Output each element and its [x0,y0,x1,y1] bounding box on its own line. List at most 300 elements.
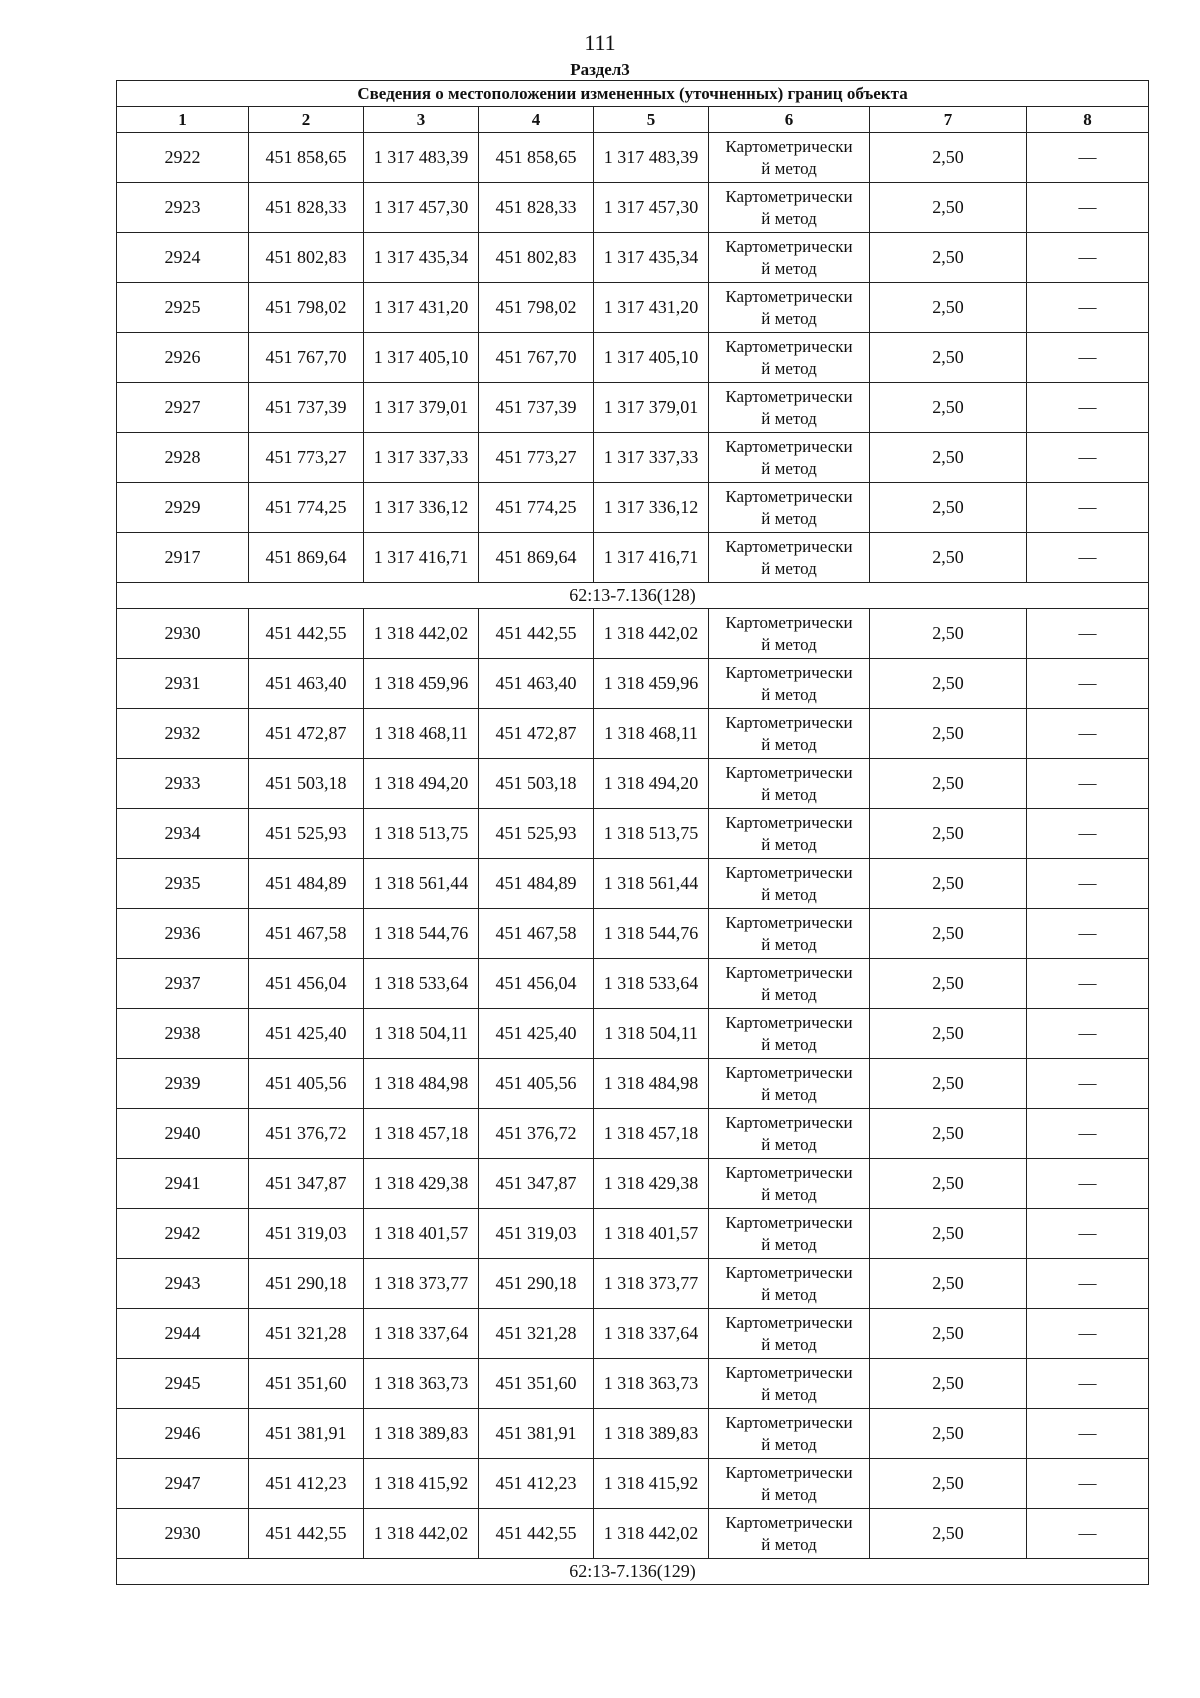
method-line: Картометрически [725,662,853,682]
table-row [117,1509,1149,1559]
x-new-cell: 451 442,55 [479,609,594,659]
method-line: Картометрически [725,436,853,456]
table-row [117,383,1149,433]
method-line: Картометрически [725,1262,853,1282]
y-new-cell: 1 318 373,77 [594,1259,709,1309]
column-number: 5 [594,107,709,133]
description-cell: — [1027,383,1149,433]
x-new-cell: 451 802,83 [479,233,594,283]
table-row [117,859,1149,909]
point-number-cell: 2922 [117,133,249,183]
point-number-cell: 2925 [117,283,249,333]
accuracy-cell: 2,50 [870,433,1027,483]
x-old-cell: 451 737,39 [249,383,364,433]
table-row [117,709,1149,759]
method-cell [709,1259,870,1309]
method-line: й метод [761,734,817,754]
y-new-cell: 1 318 484,98 [594,1059,709,1109]
description-cell: — [1027,909,1149,959]
method-line: й метод [761,934,817,954]
x-new-cell: 451 319,03 [479,1209,594,1259]
y-new-cell: 1 317 405,10 [594,333,709,383]
method-line: Картометрически [725,1312,853,1332]
method-cell [709,1509,870,1559]
accuracy-cell: 2,50 [870,1109,1027,1159]
method-line: Картометрически [725,862,853,882]
method-line: Картометрически [725,486,853,506]
point-number-cell: 2947 [117,1459,249,1509]
x-old-cell: 451 773,27 [249,433,364,483]
method-line: й метод [761,1484,817,1504]
x-new-cell: 451 858,65 [479,133,594,183]
method-line: Картометрически [725,912,853,932]
point-number-cell: 2928 [117,433,249,483]
y-new-cell: 1 318 457,18 [594,1109,709,1159]
description-cell: — [1027,609,1149,659]
method-cell [709,233,870,283]
method-cell [709,1409,870,1459]
y-old-cell: 1 318 389,83 [364,1409,479,1459]
method-line: Картометрически [725,1462,853,1482]
method-line: Картометрически [725,186,853,206]
y-old-cell: 1 318 504,11 [364,1009,479,1059]
point-number-cell: 2931 [117,659,249,709]
y-old-cell: 1 318 494,20 [364,759,479,809]
x-old-cell: 451 442,55 [249,609,364,659]
accuracy-cell: 2,50 [870,1059,1027,1109]
table-row [117,1459,1149,1509]
y-old-cell: 1 317 336,12 [364,483,479,533]
accuracy-cell: 2,50 [870,1259,1027,1309]
method-line: Картометрически [725,612,853,632]
description-cell: — [1027,1159,1149,1209]
method-line: й метод [761,984,817,1004]
method-cell [709,809,870,859]
point-number-cell: 2934 [117,809,249,859]
description-cell: — [1027,283,1149,333]
accuracy-cell: 2,50 [870,483,1027,533]
method-cell [709,859,870,909]
table-caption: Сведения о местоположении измененных (уточненных) границ объекта [117,81,1149,107]
accuracy-cell: 2,50 [870,133,1027,183]
description-cell: — [1027,1359,1149,1409]
method-line: й метод [761,158,817,178]
y-new-cell: 1 318 337,64 [594,1309,709,1359]
point-number-cell: 2930 [117,609,249,659]
table-row [117,333,1149,383]
method-line: Картометрически [725,1062,853,1082]
accuracy-cell: 2,50 [870,1309,1027,1359]
coordinates-table [116,80,1149,1585]
x-old-cell: 451 412,23 [249,1459,364,1509]
method-cell [709,1359,870,1409]
method-cell [709,909,870,959]
method-cell [709,483,870,533]
description-cell: — [1027,433,1149,483]
table-row [117,659,1149,709]
method-line: й метод [761,208,817,228]
point-number-cell: 2933 [117,759,249,809]
method-cell [709,183,870,233]
x-old-cell: 451 319,03 [249,1209,364,1259]
y-old-cell: 1 318 459,96 [364,659,479,709]
table-row [117,183,1149,233]
accuracy-cell: 2,50 [870,333,1027,383]
description-cell: — [1027,709,1149,759]
point-number-cell: 2923 [117,183,249,233]
y-new-cell: 1 318 389,83 [594,1409,709,1459]
method-line: й метод [761,1234,817,1254]
y-old-cell: 1 318 442,02 [364,609,479,659]
method-line: Картометрически [725,1512,853,1532]
method-line: й метод [761,458,817,478]
method-line: й метод [761,1184,817,1204]
x-new-cell: 451 405,56 [479,1059,594,1109]
method-cell [709,759,870,809]
accuracy-cell: 2,50 [870,859,1027,909]
method-cell [709,1009,870,1059]
x-new-cell: 451 767,70 [479,333,594,383]
section-title: Раздел3 [570,60,630,79]
description-cell: — [1027,533,1149,583]
accuracy-cell: 2,50 [870,1459,1027,1509]
x-old-cell: 451 381,91 [249,1409,364,1459]
y-new-cell: 1 318 533,64 [594,959,709,1009]
x-old-cell: 451 858,65 [249,133,364,183]
y-old-cell: 1 318 561,44 [364,859,479,909]
table-row [117,283,1149,333]
y-old-cell: 1 318 373,77 [364,1259,479,1309]
accuracy-cell: 2,50 [870,959,1027,1009]
table-row [117,483,1149,533]
y-old-cell: 1 317 431,20 [364,283,479,333]
description-cell: — [1027,483,1149,533]
description-cell: — [1027,1309,1149,1359]
y-new-cell: 1 318 561,44 [594,859,709,909]
y-new-cell: 1 317 337,33 [594,433,709,483]
x-old-cell: 451 347,87 [249,1159,364,1209]
x-new-cell: 451 425,40 [479,1009,594,1059]
description-cell: — [1027,133,1149,183]
accuracy-cell: 2,50 [870,909,1027,959]
table-row [117,809,1149,859]
accuracy-cell: 2,50 [870,183,1027,233]
x-new-cell: 451 774,25 [479,483,594,533]
method-line: Картометрически [725,1212,853,1232]
method-line: Картометрически [725,1162,853,1182]
method-line: й метод [761,1334,817,1354]
x-old-cell: 451 802,83 [249,233,364,283]
x-new-cell: 451 456,04 [479,959,594,1009]
method-line: Картометрически [725,136,853,156]
method-cell [709,659,870,709]
description-cell: — [1027,333,1149,383]
method-line: Картометрически [725,1412,853,1432]
contour-label: 62:13-7.136(129) [117,1559,1149,1585]
y-new-cell: 1 318 544,76 [594,909,709,959]
accuracy-cell: 2,50 [870,1509,1027,1559]
method-line: й метод [761,1284,817,1304]
point-number-cell: 2930 [117,1509,249,1559]
description-cell: — [1027,1459,1149,1509]
point-number-cell: 2939 [117,1059,249,1109]
y-old-cell: 1 317 379,01 [364,383,479,433]
accuracy-cell: 2,50 [870,283,1027,333]
x-old-cell: 451 774,25 [249,483,364,533]
x-old-cell: 451 484,89 [249,859,364,909]
point-number-cell: 2945 [117,1359,249,1409]
table-row [117,433,1149,483]
method-line: Картометрически [725,386,853,406]
accuracy-cell: 2,50 [870,809,1027,859]
table-row [117,759,1149,809]
y-old-cell: 1 318 533,64 [364,959,479,1009]
y-new-cell: 1 318 494,20 [594,759,709,809]
page-number: 111 [584,30,616,55]
x-new-cell: 451 463,40 [479,659,594,709]
x-new-cell: 451 347,87 [479,1159,594,1209]
y-new-cell: 1 318 363,73 [594,1359,709,1409]
method-line: й метод [761,508,817,528]
method-line: й метод [761,358,817,378]
x-new-cell: 451 798,02 [479,283,594,333]
x-old-cell: 451 425,40 [249,1009,364,1059]
description-cell: — [1027,1059,1149,1109]
y-old-cell: 1 317 483,39 [364,133,479,183]
method-line: Картометрически [725,536,853,556]
y-new-cell: 1 317 416,71 [594,533,709,583]
method-line: Картометрически [725,1362,853,1382]
x-new-cell: 451 321,28 [479,1309,594,1359]
accuracy-cell: 2,50 [870,1209,1027,1259]
description-cell: — [1027,1409,1149,1459]
method-line: й метод [761,684,817,704]
description-cell: — [1027,759,1149,809]
description-cell: — [1027,183,1149,233]
method-line: й метод [761,258,817,278]
table-row [117,1409,1149,1459]
point-number-cell: 2937 [117,959,249,1009]
column-number: 3 [364,107,479,133]
method-cell [709,959,870,1009]
description-cell: — [1027,1509,1149,1559]
accuracy-cell: 2,50 [870,759,1027,809]
point-number-cell: 2940 [117,1109,249,1159]
method-cell [709,709,870,759]
accuracy-cell: 2,50 [870,383,1027,433]
y-new-cell: 1 318 401,57 [594,1209,709,1259]
accuracy-cell: 2,50 [870,1359,1027,1409]
x-old-cell: 451 290,18 [249,1259,364,1309]
description-cell: — [1027,959,1149,1009]
x-old-cell: 451 503,18 [249,759,364,809]
y-old-cell: 1 317 405,10 [364,333,479,383]
method-line: й метод [761,1534,817,1554]
table-body [117,133,1149,1585]
point-number-cell: 2932 [117,709,249,759]
point-number-cell: 2926 [117,333,249,383]
x-old-cell: 451 456,04 [249,959,364,1009]
contour-label: 62:13-7.136(128) [117,583,1149,609]
accuracy-cell: 2,50 [870,659,1027,709]
method-line: Картометрически [725,1112,853,1132]
table-row [117,133,1149,183]
x-new-cell: 451 472,87 [479,709,594,759]
point-number-cell: 2944 [117,1309,249,1359]
column-number-row [117,107,1149,133]
point-number-cell: 2929 [117,483,249,533]
y-old-cell: 1 318 457,18 [364,1109,479,1159]
x-new-cell: 451 773,27 [479,433,594,483]
x-old-cell: 451 321,28 [249,1309,364,1359]
x-old-cell: 451 405,56 [249,1059,364,1109]
x-old-cell: 451 376,72 [249,1109,364,1159]
table-row [117,1209,1149,1259]
contour-label-row [117,1559,1149,1585]
method-line: Картометрически [725,812,853,832]
column-number: 1 [117,107,249,133]
x-old-cell: 451 525,93 [249,809,364,859]
x-new-cell: 451 351,60 [479,1359,594,1409]
y-new-cell: 1 318 504,11 [594,1009,709,1059]
y-new-cell: 1 318 429,38 [594,1159,709,1209]
description-cell: — [1027,1209,1149,1259]
x-new-cell: 451 525,93 [479,809,594,859]
point-number-cell: 2938 [117,1009,249,1059]
column-number: 6 [709,107,870,133]
x-new-cell: 451 376,72 [479,1109,594,1159]
description-cell: — [1027,1259,1149,1309]
description-cell: — [1027,1109,1149,1159]
contour-label-row [117,583,1149,609]
method-line: й метод [761,1134,817,1154]
y-old-cell: 1 318 442,02 [364,1509,479,1559]
y-old-cell: 1 317 416,71 [364,533,479,583]
table-row [117,1259,1149,1309]
y-old-cell: 1 317 435,34 [364,233,479,283]
column-number: 2 [249,107,364,133]
method-cell [709,283,870,333]
x-new-cell: 451 412,23 [479,1459,594,1509]
method-line: й метод [761,1034,817,1054]
method-cell [709,1209,870,1259]
point-number-cell: 2917 [117,533,249,583]
method-line: Картометрически [725,712,853,732]
column-number: 7 [870,107,1027,133]
y-new-cell: 1 318 513,75 [594,809,709,859]
method-line: Картометрически [725,286,853,306]
y-new-cell: 1 318 442,02 [594,1509,709,1559]
method-line: й метод [761,784,817,804]
method-cell [709,133,870,183]
table-row [117,959,1149,1009]
y-old-cell: 1 318 429,38 [364,1159,479,1209]
description-cell: — [1027,859,1149,909]
y-new-cell: 1 318 415,92 [594,1459,709,1509]
x-new-cell: 451 484,89 [479,859,594,909]
method-line: Картометрически [725,1012,853,1032]
x-old-cell: 451 798,02 [249,283,364,333]
x-old-cell: 451 767,70 [249,333,364,383]
y-old-cell: 1 318 401,57 [364,1209,479,1259]
x-old-cell: 451 351,60 [249,1359,364,1409]
table-row [117,1059,1149,1109]
y-old-cell: 1 318 337,64 [364,1309,479,1359]
y-old-cell: 1 318 363,73 [364,1359,479,1409]
method-line: Картометрически [725,962,853,982]
column-number: 8 [1027,107,1149,133]
table-row [117,1309,1149,1359]
y-new-cell: 1 317 336,12 [594,483,709,533]
accuracy-cell: 2,50 [870,1009,1027,1059]
point-number-cell: 2927 [117,383,249,433]
method-line: Картометрически [725,762,853,782]
method-line: й метод [761,1084,817,1104]
method-cell [709,383,870,433]
point-number-cell: 2941 [117,1159,249,1209]
method-cell [709,1059,870,1109]
accuracy-cell: 2,50 [870,1159,1027,1209]
x-new-cell: 451 381,91 [479,1409,594,1459]
description-cell: — [1027,1009,1149,1059]
y-new-cell: 1 317 435,34 [594,233,709,283]
method-cell [709,433,870,483]
accuracy-cell: 2,50 [870,533,1027,583]
x-old-cell: 451 463,40 [249,659,364,709]
method-cell [709,1159,870,1209]
x-new-cell: 451 290,18 [479,1259,594,1309]
table-row [117,909,1149,959]
x-new-cell: 451 467,58 [479,909,594,959]
column-number: 4 [479,107,594,133]
x-old-cell: 451 467,58 [249,909,364,959]
y-new-cell: 1 317 483,39 [594,133,709,183]
table-row [117,533,1149,583]
y-old-cell: 1 318 415,92 [364,1459,479,1509]
method-line: й метод [761,1434,817,1454]
method-line: й метод [761,634,817,654]
method-cell [709,333,870,383]
point-number-cell: 2924 [117,233,249,283]
y-old-cell: 1 318 513,75 [364,809,479,859]
x-old-cell: 451 472,87 [249,709,364,759]
description-cell: — [1027,659,1149,709]
description-cell: — [1027,233,1149,283]
x-old-cell: 451 442,55 [249,1509,364,1559]
y-new-cell: 1 317 431,20 [594,283,709,333]
accuracy-cell: 2,50 [870,233,1027,283]
x-new-cell: 451 828,33 [479,183,594,233]
y-new-cell: 1 317 379,01 [594,383,709,433]
method-line: Картометрически [725,336,853,356]
y-old-cell: 1 318 544,76 [364,909,479,959]
method-cell [709,1309,870,1359]
description-cell: — [1027,809,1149,859]
x-new-cell: 451 442,55 [479,1509,594,1559]
x-old-cell: 451 828,33 [249,183,364,233]
method-line: й метод [761,884,817,904]
y-old-cell: 1 318 484,98 [364,1059,479,1109]
y-old-cell: 1 318 468,11 [364,709,479,759]
y-new-cell: 1 318 459,96 [594,659,709,709]
accuracy-cell: 2,50 [870,709,1027,759]
accuracy-cell: 2,50 [870,1409,1027,1459]
method-line: й метод [761,408,817,428]
table-row [117,233,1149,283]
method-cell [709,1109,870,1159]
point-number-cell: 2943 [117,1259,249,1309]
method-line: й метод [761,558,817,578]
